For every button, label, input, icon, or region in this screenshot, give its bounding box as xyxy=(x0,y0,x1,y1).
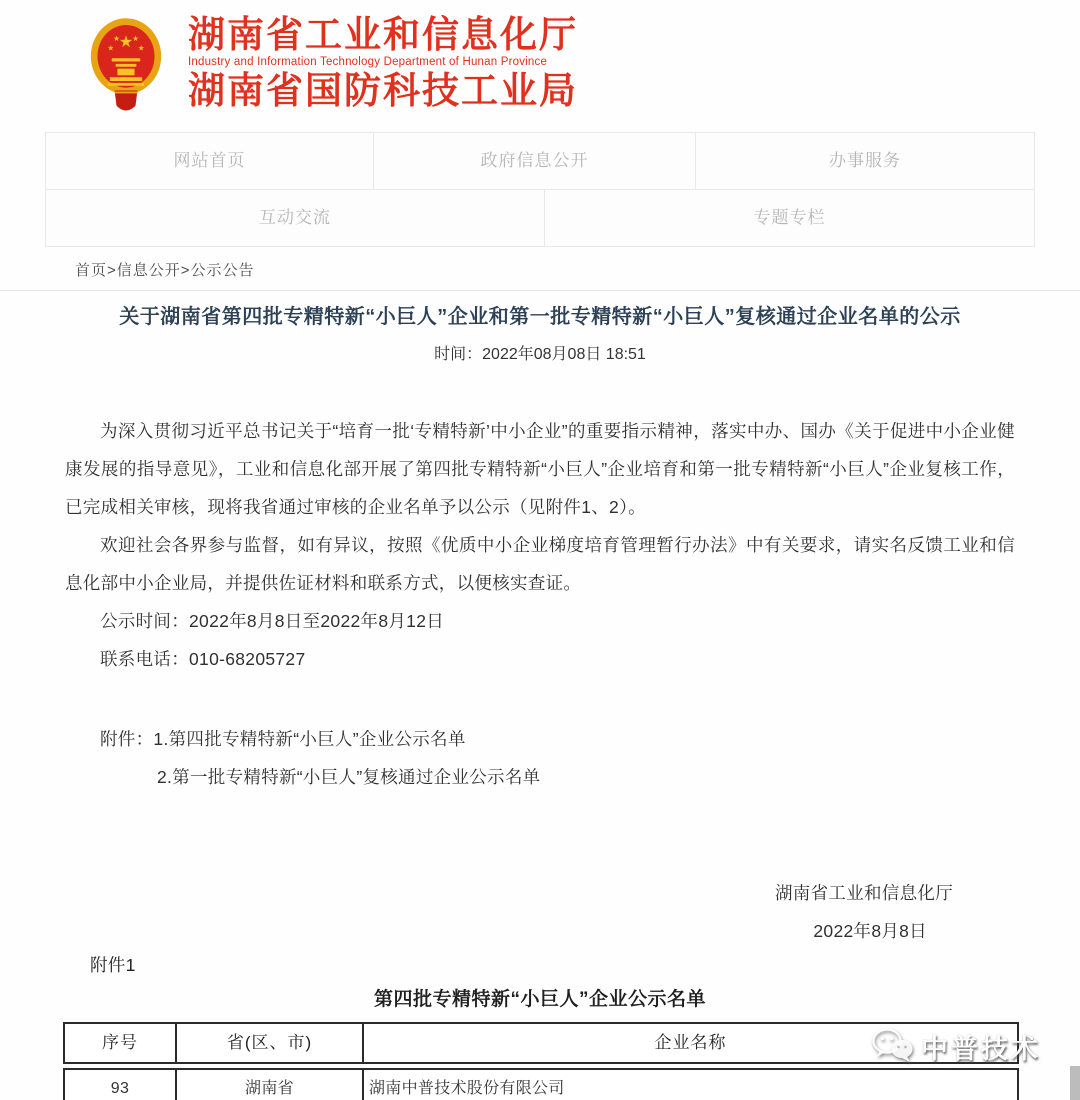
table-row xyxy=(64,1069,1018,1100)
paragraph: 为深入贯彻习近平总书记关于“培育一批‘专精特新’中小企业”的重要指示精神，落实中办、国办《关于促进中小企业健康发展的指导意见》，工业和信息化部开展了第四批专精特新“小巨人”企业培育和第一批专精特新“小巨人”企业复核工作，已完成相关审核，现将我省通过审核的企业名单予以公示（见附件1、2）。 xyxy=(65,421,1015,517)
svg-text:★: ★ xyxy=(137,43,145,53)
org-titles xyxy=(188,12,578,109)
col-header-company: 企业名称 xyxy=(363,1023,1018,1063)
attachments-label: 附件： xyxy=(100,729,154,749)
nav-item-services[interactable]: 办事服务 xyxy=(695,133,1034,189)
nav-item-special-columns[interactable]: 专题专栏 xyxy=(544,190,1034,246)
table-header xyxy=(63,1022,1019,1064)
cell-province: 湖南省 xyxy=(176,1069,363,1100)
col-header-province: 省(区、市) xyxy=(176,1023,363,1063)
attachment-item-2: 2.第一批专精特新“小巨人”复核通过企业公示名单 xyxy=(157,767,541,787)
watermark-text: 中普技术 xyxy=(921,1033,1041,1064)
attachment-list xyxy=(65,720,1015,796)
signature-org: 湖南省工业和信息化厅 xyxy=(775,883,953,903)
contact-phone: 联系电话：010-68205727 xyxy=(100,649,306,669)
page-title: 关于湖南省第四批专精特新“小巨人”企业和第一批专精特新“小巨人”复核通过企业名单的公示 xyxy=(119,306,961,328)
enterprise-table xyxy=(63,1022,1019,1100)
org-name-line2: 湖南省国防科技工业局 xyxy=(188,69,578,111)
svg-text:★: ★ xyxy=(113,34,120,44)
svg-text:★: ★ xyxy=(107,43,115,53)
table-title: 第四批专精特新“小巨人”企业公示名单 xyxy=(373,989,706,1010)
attachment-1-title: 1.第四批专精特新“小巨人”企业公示名单 xyxy=(153,729,466,749)
publicity-period: 公示时间：2022年8月8日至2022年8月12日 xyxy=(100,611,445,631)
divider-line xyxy=(0,290,1080,291)
breadcrumb[interactable]: 首页>信息公开>公示公告 xyxy=(75,262,255,279)
scrollbar-thumb[interactable] xyxy=(1070,1066,1080,1100)
col-header-index: 序号 xyxy=(102,1033,138,1052)
org-name-english: Industry and Information Technology Department of Hunan Province xyxy=(188,56,548,68)
table-body xyxy=(63,1068,1019,1100)
attachment1-label: 附件1 xyxy=(90,955,136,975)
article-body xyxy=(65,412,1015,1100)
nav-item-home[interactable]: 网站首页 xyxy=(173,151,246,170)
cell-company: 湖南中普技术股份有限公司 xyxy=(363,1069,1018,1100)
signature-date: 2022年8月8日 xyxy=(813,921,927,941)
attachment-item-1 xyxy=(65,720,1015,758)
paragraph: 欢迎社会各界参与监督，如有异议，按照《优质中小企业梯度培育管理暂行办法》中有关要求，请实名反馈工业和信息化部中小企业局，并提供佐证材料和联系方式，以便核实查证。 xyxy=(65,535,1015,593)
site-header xyxy=(88,12,578,112)
publish-time: 时间：2022年08月08日 18:51 xyxy=(434,346,646,363)
cell-index: 93 xyxy=(110,1080,130,1097)
svg-text:★: ★ xyxy=(118,31,134,51)
nav-item-gov-info[interactable]: 政府信息公开 xyxy=(373,133,695,189)
main-nav xyxy=(45,132,1035,247)
org-name-line1: 湖南省工业和信息化厅 xyxy=(188,14,578,55)
svg-text:★: ★ xyxy=(132,34,139,44)
national-emblem-logo xyxy=(88,12,164,112)
nav-item-interaction[interactable]: 互动交流 xyxy=(258,208,331,227)
